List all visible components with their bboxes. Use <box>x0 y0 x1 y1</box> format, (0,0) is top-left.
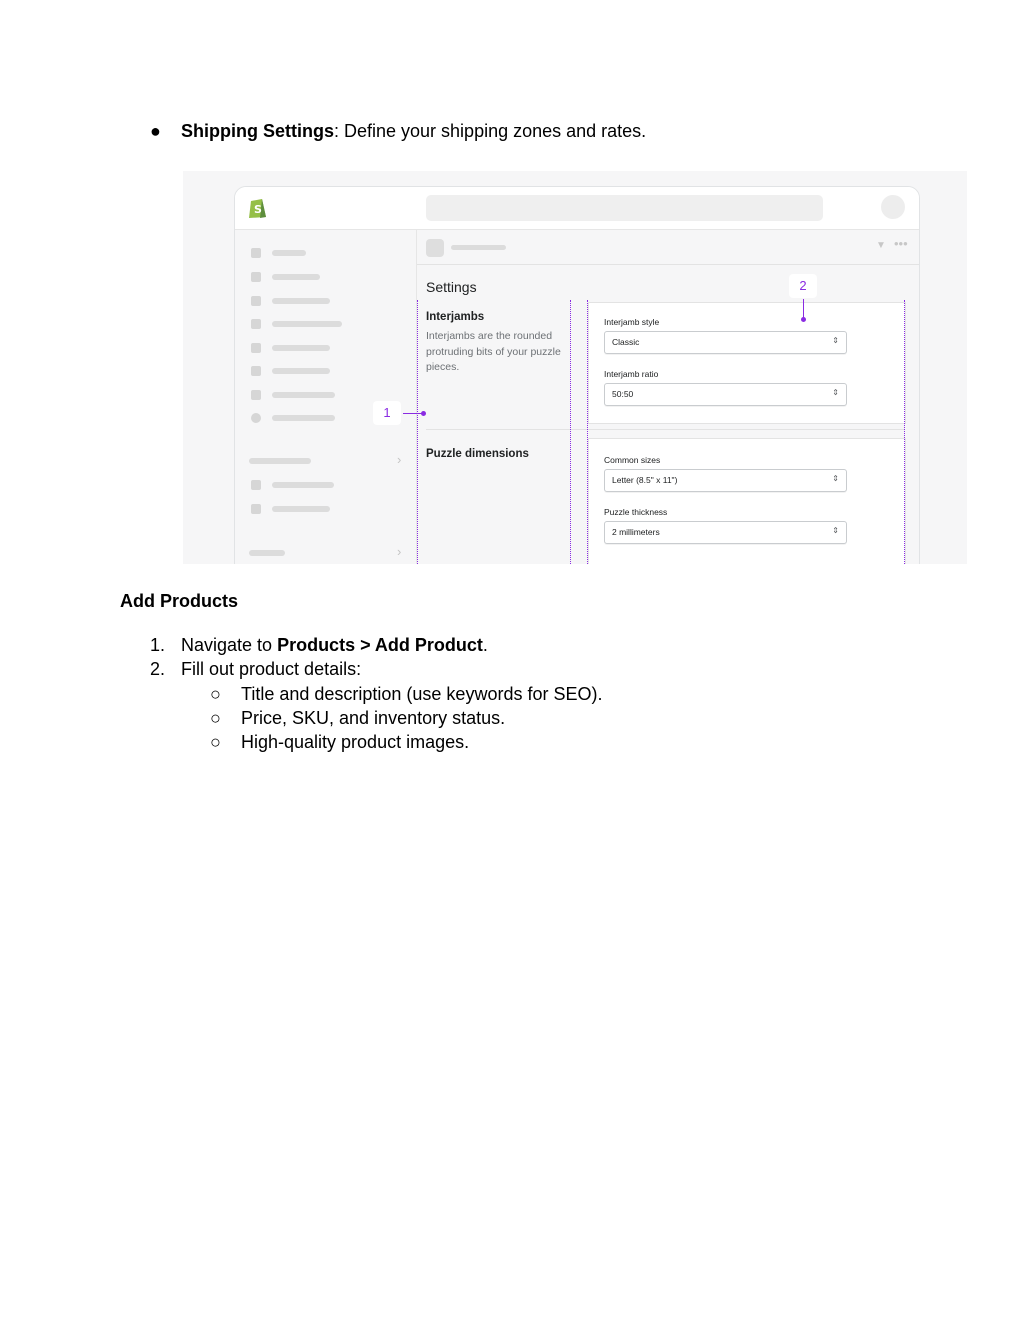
sidebar-group-placeholder[interactable] <box>249 550 285 556</box>
home-icon <box>251 248 261 258</box>
sub-bullet-marker: ○ <box>210 708 221 728</box>
sidebar-item-placeholder[interactable] <box>272 274 320 280</box>
annotation-marker: 1 <box>373 401 401 425</box>
sidebar-item-placeholder[interactable] <box>272 392 335 398</box>
section-heading: Add Products <box>120 591 239 611</box>
pos-icon <box>251 504 261 514</box>
sidebar-item-placeholder[interactable] <box>272 482 334 488</box>
pin-icon[interactable]: ▼ <box>876 240 886 251</box>
sidebar-item-placeholder[interactable] <box>272 506 330 512</box>
interjamb-style-select[interactable] <box>604 331 847 354</box>
sidebar-group-placeholder[interactable] <box>249 458 311 464</box>
annotation-guide <box>417 300 418 564</box>
select-value: Letter (8.5" x 11") <box>612 475 678 485</box>
select-arrows-icon: ⇕ <box>832 336 839 345</box>
section-title: Puzzle dimensions <box>426 448 529 460</box>
annotation-guide <box>587 300 588 564</box>
chevron-right-icon[interactable]: › <box>397 452 402 467</box>
field-label: Interjamb style <box>604 317 660 327</box>
bank-icon <box>251 343 261 353</box>
page-title: Settings <box>426 279 477 295</box>
tag-icon <box>251 296 261 306</box>
discount-icon <box>251 413 261 423</box>
sidebar-item-placeholder[interactable] <box>272 250 306 256</box>
settings-screenshot <box>183 171 967 564</box>
shipping-settings-text: : Define your shipping zones and rates. <box>334 121 647 141</box>
sidebar-item-placeholder[interactable] <box>272 368 330 374</box>
step-text: Navigate to <box>181 635 278 655</box>
step-bold-text: Products > Add Product <box>277 635 483 655</box>
search-bar[interactable] <box>426 195 823 221</box>
shipping-settings-item <box>181 119 646 143</box>
section-description: Interjambs are the rounded protruding bits of your puzzle pieces. <box>426 330 561 373</box>
person-icon <box>251 319 261 329</box>
step-item <box>181 633 488 657</box>
field-label: Common sizes <box>604 455 661 465</box>
admin-window <box>234 186 920 564</box>
divider <box>426 429 904 430</box>
select-arrows-icon: ⇕ <box>832 526 839 535</box>
orders-icon <box>251 272 261 282</box>
sub-bullet-marker: ○ <box>210 684 221 704</box>
bullet-marker: ● <box>150 121 161 141</box>
select-arrows-icon: ⇕ <box>832 388 839 397</box>
sub-list-item: Title and description (use keywords for SEO). <box>241 684 603 704</box>
field-label: Interjamb ratio <box>604 369 659 379</box>
annotation-dot <box>801 317 806 322</box>
more-icon[interactable]: ••• <box>894 236 908 251</box>
main-content <box>417 230 919 564</box>
top-bar <box>235 187 919 230</box>
annotation-marker: 2 <box>789 274 817 298</box>
select-value: Classic <box>612 337 640 347</box>
svg-text:S: S <box>254 203 262 216</box>
annotation-guide <box>570 300 571 564</box>
interjamb-ratio-select[interactable] <box>604 383 847 406</box>
field-label: Puzzle thickness <box>604 507 668 517</box>
shipping-settings-label: Shipping Settings <box>181 121 334 141</box>
avatar[interactable] <box>881 195 905 219</box>
divider <box>417 264 919 265</box>
breadcrumb[interactable] <box>451 245 506 250</box>
analytics-icon <box>251 366 261 376</box>
step-number: 2. <box>150 659 166 679</box>
step-number: 1. <box>150 635 166 655</box>
sidebar-item-placeholder[interactable] <box>272 415 335 421</box>
select-value: 50:50 <box>612 389 634 399</box>
annotation-dot <box>421 411 426 416</box>
annotation-guide <box>904 300 905 564</box>
common-sizes-select[interactable] <box>604 469 847 492</box>
sidebar-item-placeholder[interactable] <box>272 321 342 327</box>
section-title: Interjambs <box>426 311 485 323</box>
sub-bullet-marker: ○ <box>210 732 221 752</box>
sidebar-item-placeholder[interactable] <box>272 345 330 351</box>
sub-list-item: High-quality product images. <box>241 732 470 752</box>
select-value: 2 millimeters <box>612 527 660 537</box>
sidebar <box>235 230 417 564</box>
sub-list-item: Price, SKU, and inventory status. <box>241 708 506 728</box>
step-text-suffix: . <box>482 635 488 655</box>
marketing-icon <box>251 390 261 400</box>
annotation-line <box>403 413 423 414</box>
annotation-line <box>803 299 804 319</box>
breadcrumb-icon[interactable] <box>426 239 444 257</box>
step-text: Fill out product details: <box>181 659 362 679</box>
store-icon <box>251 480 261 490</box>
step-item <box>181 657 361 681</box>
puzzle-thickness-select[interactable] <box>604 521 847 544</box>
select-arrows-icon: ⇕ <box>832 474 839 483</box>
sidebar-item-placeholder[interactable] <box>272 298 330 304</box>
shopify-logo-icon <box>247 196 269 220</box>
chevron-right-icon[interactable]: › <box>397 544 402 559</box>
